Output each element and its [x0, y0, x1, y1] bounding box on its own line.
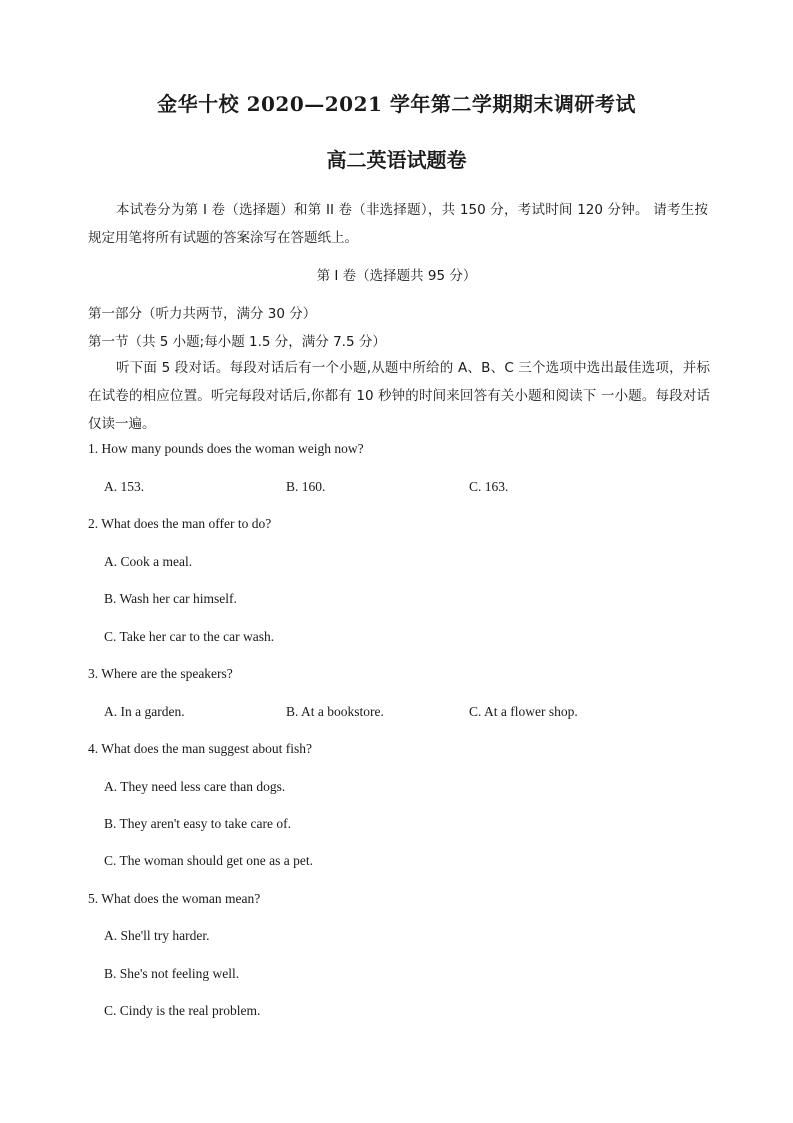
question-stem: 4. What does the man suggest about fish?	[88, 741, 312, 756]
option-c: C. Take her car to the car wash.	[104, 629, 275, 644]
option-c: C. 163.	[469, 479, 509, 494]
question-stem: 5. What does the woman mean?	[88, 891, 261, 906]
option-c: C. At a flower shop.	[469, 704, 578, 719]
exam-title: 金华十校 2020—2021 学年第二学期期末调研考试	[157, 92, 636, 116]
option-b: B. She's not feeling well.	[104, 966, 240, 981]
question-stem: 1. How many pounds does the woman weigh now?	[88, 441, 364, 456]
option-a: A. 153.	[104, 479, 145, 494]
option-c: C. The woman should get one as a pet.	[104, 853, 313, 868]
option-a: A. They need less care than dogs.	[104, 779, 286, 794]
option-b: B. At a bookstore.	[286, 704, 384, 719]
question-stem: 3. Where are the speakers?	[88, 666, 233, 681]
intro-paragraph: 本试卷分为第 I 卷（选择题）和第 II 卷（非选择题），共 150 分，考试时间 120 分钟。 请考生按规定用笔将所有试题的答案涂写在答题纸上。	[88, 202, 708, 246]
option-b: B. 160.	[286, 479, 326, 494]
instructions-paragraph: 听下面 5 段对话。每段对话后有一个小题,从题中所给的 A、B、C 三个选项中选出最佳选项，并标在试卷的相应位置。听完每段对话后,你都有 10 秒钟的时间来回答有关小题和阅读下 一小题。每段对话仅读一遍。	[88, 360, 710, 432]
option-a: A. She'll try harder.	[104, 928, 210, 943]
subsection-heading: 第一节（共 5 小题;每小题 1.5 分，满分 7.5 分）	[88, 334, 386, 350]
option-a: A. In a garden.	[104, 704, 185, 719]
option-b: B. They aren't easy to take care of.	[104, 816, 291, 831]
question-stem: 2. What does the man offer to do?	[88, 516, 272, 531]
option-b: B. Wash her car himself.	[104, 591, 237, 606]
part-heading: 第一部分（听力共两节，满分 30 分）	[88, 306, 317, 322]
option-c: C. Cindy is the real problem.	[104, 1003, 261, 1018]
exam-subtitle: 高二英语试题卷	[326, 148, 467, 172]
section-title: 第 I 卷（选择题共 95 分）	[316, 268, 477, 284]
option-a: A. Cook a meal.	[104, 554, 193, 569]
